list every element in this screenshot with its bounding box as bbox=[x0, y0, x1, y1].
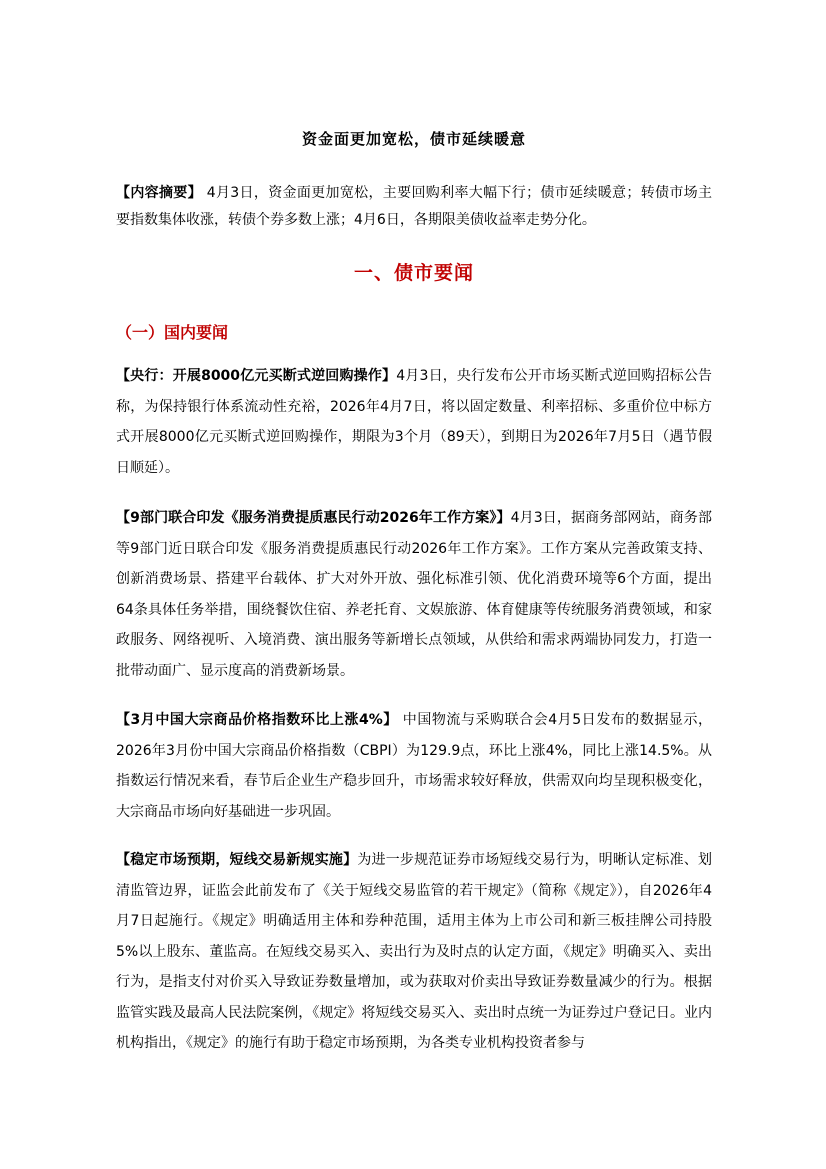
subsection-heading: （一）国内要闻 bbox=[116, 323, 229, 342]
news-headline: 【9部门联合印发《服务消费提质惠民行动2026年工作方案》】 bbox=[116, 510, 511, 526]
abstract-text: 4月3日，资金面更加宽松，主要回购利率大幅下行；债市延续暖意；转债市场主要指数集体收涨，转债个券多数上涨；4月6日，各期限美债收益率走势分化。 bbox=[116, 185, 713, 228]
abstract-label: 【内容摘要】 bbox=[116, 185, 202, 201]
document-title: 资金面更加宽松，债市延续暖意 bbox=[301, 130, 526, 148]
news-item bbox=[116, 705, 712, 827]
news-item bbox=[116, 845, 712, 1059]
news-body: 为进一步规范证券市场短线交易行为，明晰认定标准、划清监管边界，证监会此前发布了《关于短线交易监管的若干规定》（简称《规定》），自2026年4月7日起施行。《规定》明确适用主体和券种范围，适用主体为上市公司和新三板挂牌公司持股5%以上股东、董监高。在短线交易买入、卖出行为及时点的认定方面，《规定》明确买入、卖出行为，是指支付对价买入导致证券数量增加，或为获取对价卖出导致证券数量减少的行为。根据监管实践及最高人民法院案例，《规定》将短线交易买入、卖出时点统一为证券过户登记日。业内机构指出，《规定》的施行有助于稳定市场预期，为各类专业机构投资者参与 bbox=[116, 852, 713, 1051]
document-page bbox=[116, 0, 712, 1169]
news-body: 中国物流与采购联合会4月5日发布的数据显示，2026年3月份中国大宗商品价格指数（CBPI）为129.9点，环比上涨4%，同比上涨14.5%。从指数运行情况来看，春节后企业生产稳步回升，市场需求较好释放，供需双向均呈现积极变化，大宗商品市场向好基础进一步巩固。 bbox=[116, 712, 712, 820]
abstract-paragraph bbox=[116, 180, 712, 234]
section-heading: 一、债市要闻 bbox=[353, 262, 474, 284]
news-item bbox=[116, 503, 712, 686]
news-body: 4月3日，据商务部网站，商务部等9部门近日联合印发《服务消费提质惠民行动2026年工作方案》。工作方案从完善政策支持、创新消费场景、搭建平台载体、扩大对外开放、强化标准引领、优化消费环境等6个方面，提出64条具体任务举措，围绕餐饮住宿、养老托育、文娱旅游、体育健康等传统服务消费领域，和家政服务、网络视听、入境消费、演出服务等新增长点领域，从供给和需求两端协同发力，打造一批带动面广、显示度高的消费新场景。 bbox=[116, 510, 712, 679]
news-item bbox=[116, 361, 712, 483]
news-body: 4月3日，央行发布公开市场买断式逆回购招标公告称，为保持银行体系流动性充裕，2026年4月7日，将以固定数量、利率招标、多重价位中标方式开展8000亿元买断式逆回购操作，期限为3个月（89天），到期日为2026年7月5日（遇节假日顺延）。 bbox=[116, 368, 712, 476]
news-headline: 【央行：开展8000亿元买断式逆回购操作】 bbox=[116, 368, 397, 384]
news-headline: 【3月中国大宗商品价格指数环比上涨4%】 bbox=[116, 712, 398, 728]
news-headline: 【稳定市场预期，短线交易新规实施】 bbox=[116, 852, 358, 868]
